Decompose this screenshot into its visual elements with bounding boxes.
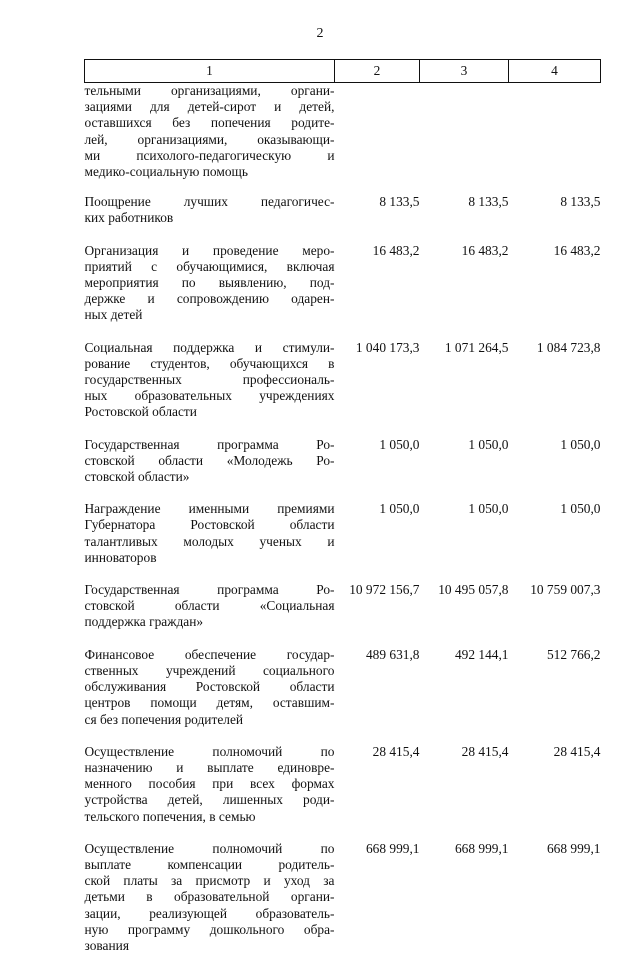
table-row: [85, 841, 601, 970]
value-col-3: 1 071 264,5: [420, 340, 509, 437]
row-description: [85, 340, 335, 437]
description-line: зации, реализующей образователь-: [85, 906, 335, 922]
row-description: [85, 841, 335, 970]
description-line: менного пособия при всех формах: [85, 776, 335, 792]
value-col-2: 1 050,0: [335, 437, 420, 502]
description-line: назначению и выплате единовре-: [85, 760, 335, 776]
description-line: Ростовской области: [85, 404, 335, 420]
description-line: ми психолого-педагогическую и: [85, 148, 335, 164]
value-col-2: 1 050,0: [335, 501, 420, 582]
value-col-4: 10 759 007,3: [509, 582, 601, 647]
value-col-4: 28 415,4: [509, 744, 601, 841]
value-col-2: 10 972 156,7: [335, 582, 420, 647]
description-line: центров помощи детям, оставшим-: [85, 695, 335, 711]
value-col-4: [509, 83, 601, 195]
value-col-2: 8 133,5: [335, 194, 420, 242]
page-number: 2: [0, 26, 640, 42]
table-body: [85, 83, 601, 970]
description-line: ской платы за присмотр и уход за: [85, 873, 335, 889]
table-row: [85, 582, 601, 647]
description-line: рование студентов, обучающихся в: [85, 356, 335, 372]
description-line: лей, организациями, оказывающи-: [85, 132, 335, 148]
description-line: Финансовое обеспечение государ-: [85, 647, 335, 663]
description-line: государственных профессиональ-: [85, 372, 335, 388]
table-row: [85, 744, 601, 841]
description-line: инноваторов: [85, 550, 335, 566]
description-line: стовской области»: [85, 469, 335, 485]
value-col-3: 8 133,5: [420, 194, 509, 242]
description-line: детьми в образовательной органи-: [85, 889, 335, 905]
value-col-2: 28 415,4: [335, 744, 420, 841]
description-line: оставшихся без попечения родите-: [85, 115, 335, 131]
value-col-2: 1 040 173,3: [335, 340, 420, 437]
table-row: [85, 243, 601, 340]
value-col-3: 28 415,4: [420, 744, 509, 841]
description-line: Государственная программа Ро-: [85, 437, 335, 453]
column-header-4: 4: [509, 60, 601, 83]
description-line: Социальная поддержка и стимули-: [85, 340, 335, 356]
description-line: ственных учреждений социального: [85, 663, 335, 679]
description-line: Осуществление полномочий по: [85, 841, 335, 857]
description-line: зациями для детей-сирот и детей,: [85, 99, 335, 115]
table-row: [85, 340, 601, 437]
description-line: тельными организациями, органи-: [85, 83, 335, 99]
row-description: [85, 582, 335, 647]
description-line: талантливых молодых ученых и: [85, 534, 335, 550]
description-line: Награждение именными премиями: [85, 501, 335, 517]
value-col-3: 16 483,2: [420, 243, 509, 340]
description-line: держке и сопровождению одарен-: [85, 291, 335, 307]
description-line: стовской области «Социальная: [85, 598, 335, 614]
row-description: [85, 437, 335, 502]
description-line: Организация и проведение меро-: [85, 243, 335, 259]
description-line: устройства детей, лишенных роди-: [85, 792, 335, 808]
description-line: ся без попечения родителей: [85, 712, 335, 728]
description-line: ких работников: [85, 210, 335, 226]
description-line: ных образовательных учреждениях: [85, 388, 335, 404]
value-col-4: 512 766,2: [509, 647, 601, 744]
description-line: Губернатора Ростовской области: [85, 517, 335, 533]
column-header-3: 3: [420, 60, 509, 83]
description-line: мероприятия по выявлению, под-: [85, 275, 335, 291]
value-col-2: 489 631,8: [335, 647, 420, 744]
table-header-row: [85, 60, 601, 83]
description-line: Осуществление полномочий по: [85, 744, 335, 760]
table-row: [85, 194, 601, 242]
value-col-4: 668 999,1: [509, 841, 601, 970]
description-line: обслуживания Ростовской области: [85, 679, 335, 695]
description-line: Государственная программа Ро-: [85, 582, 335, 598]
table-row: [85, 501, 601, 582]
table-row: [85, 83, 601, 195]
description-line: приятий с обучающимися, включая: [85, 259, 335, 275]
value-col-4: 16 483,2: [509, 243, 601, 340]
description-line: Поощрение лучших педагогичес-: [85, 194, 335, 210]
value-col-4: 1 050,0: [509, 501, 601, 582]
description-line: стовской области «Молодежь Ро-: [85, 453, 335, 469]
value-col-4: 1 084 723,8: [509, 340, 601, 437]
description-line: выплате компенсации родитель-: [85, 857, 335, 873]
row-description: [85, 243, 335, 340]
value-col-2: 16 483,2: [335, 243, 420, 340]
description-line: медико-социальную помощь: [85, 164, 335, 180]
value-col-3: [420, 83, 509, 195]
column-header-1: 1: [85, 60, 335, 83]
budget-table: [84, 59, 601, 970]
description-line: зования: [85, 938, 335, 954]
value-col-4: 1 050,0: [509, 437, 601, 502]
description-line: тельского попечения, в семью: [85, 809, 335, 825]
value-col-2: [335, 83, 420, 195]
description-line: ных детей: [85, 307, 335, 323]
table-row: [85, 647, 601, 744]
value-col-3: 10 495 057,8: [420, 582, 509, 647]
row-description: [85, 647, 335, 744]
description-line: ную программу дошкольного обра-: [85, 922, 335, 938]
column-header-2: 2: [335, 60, 420, 83]
row-description: [85, 501, 335, 582]
value-col-2: 668 999,1: [335, 841, 420, 970]
value-col-3: 668 999,1: [420, 841, 509, 970]
row-description: [85, 194, 335, 242]
table-row: [85, 437, 601, 502]
description-line: поддержка граждан»: [85, 614, 335, 630]
value-col-3: 1 050,0: [420, 501, 509, 582]
row-description: [85, 83, 335, 195]
value-col-3: 492 144,1: [420, 647, 509, 744]
value-col-3: 1 050,0: [420, 437, 509, 502]
value-col-4: 8 133,5: [509, 194, 601, 242]
row-description: [85, 744, 335, 841]
